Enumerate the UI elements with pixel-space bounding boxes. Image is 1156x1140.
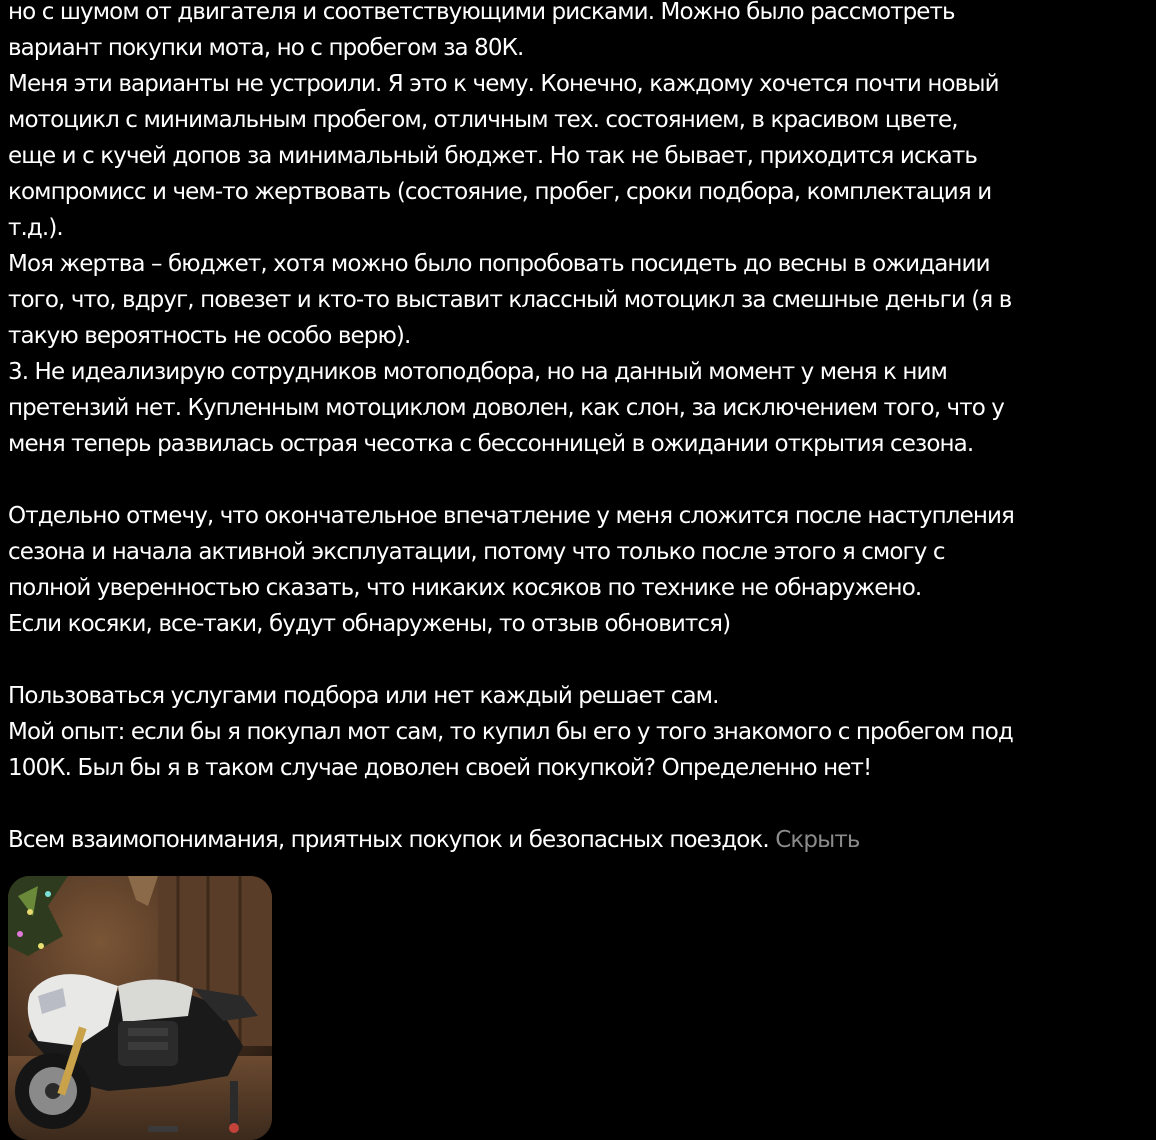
review-line: Меня эти варианты не устроили. Я это к чему. Конечно, каждому хочется почти новый	[8, 71, 999, 97]
motorcycle-photo-icon	[8, 876, 272, 1140]
review-line: т.д.).	[8, 215, 63, 241]
review-photo[interactable]	[8, 876, 272, 1140]
hide-review-link[interactable]: Скрыть	[775, 827, 860, 853]
review-line: Мой опыт: если бы я покупал мот сам, то купил бы его у того знакомого с пробегом под	[8, 719, 1013, 745]
review-line: сезона и начала активной эксплуатации, потому что только после этого я смогу с	[8, 539, 945, 565]
review-text	[8, 0, 1152, 858]
paragraph-gap	[8, 786, 1152, 822]
review-line: 100К. Был бы я в таком случае доволен своей покупкой? Определенно нет!	[8, 755, 872, 781]
review-line: компромисс и чем-то жертвовать (состояние, пробег, сроки подбора, комплектация и	[8, 179, 992, 205]
review-line: еще и с кучей допов за минимальный бюджет. Но так не бывает, приходится искать	[8, 143, 978, 169]
paragraph-gap	[8, 462, 1152, 498]
review-line: Пользоваться услугами подбора или нет каждый решает сам.	[8, 683, 719, 709]
review-line: вариант покупки мота, но с пробегом за 80К.	[8, 35, 524, 61]
review-line: Моя жертва – бюджет, хотя можно было попробовать посидеть до весны в ожидании	[8, 251, 990, 277]
review-line: того, что, вдруг, повезет и кто-то выставит классный мотоцикл за смешные деньги (я в	[8, 287, 1012, 313]
review-line: Отдельно отмечу, что окончательное впечатление у меня сложится после наступления	[8, 503, 1014, 529]
review-line: меня теперь развилась острая чесотка с бессонницей в ожидании открытия сезона.	[8, 431, 974, 457]
review-line: претензий нет. Купленным мотоциклом доволен, как слон, за исключением того, что у	[8, 395, 1004, 421]
review-last-line	[8, 822, 1152, 858]
review-line: но с шумом от двигателя и соответствующими рисками. Можно было рассмотреть	[8, 0, 955, 25]
review-line: Если косяки, все-таки, будут обнаружены, то отзыв обновится)	[8, 611, 731, 637]
review-line: 3. Не идеализирую сотрудников мотоподбора, но на данный момент у меня к ним	[8, 359, 948, 385]
review-line: Всем взаимопонимания, приятных покупок и безопасных поездок.	[8, 827, 769, 853]
review-line: такую вероятность не особо верю).	[8, 323, 411, 349]
review-line: полной уверенностью сказать, что никаких косяков по технике не обнаружено.	[8, 575, 922, 601]
paragraph-gap	[8, 642, 1152, 678]
review-line: мотоцикл с минимальным пробегом, отличным тех. состоянием, в красивом цвете,	[8, 107, 958, 133]
